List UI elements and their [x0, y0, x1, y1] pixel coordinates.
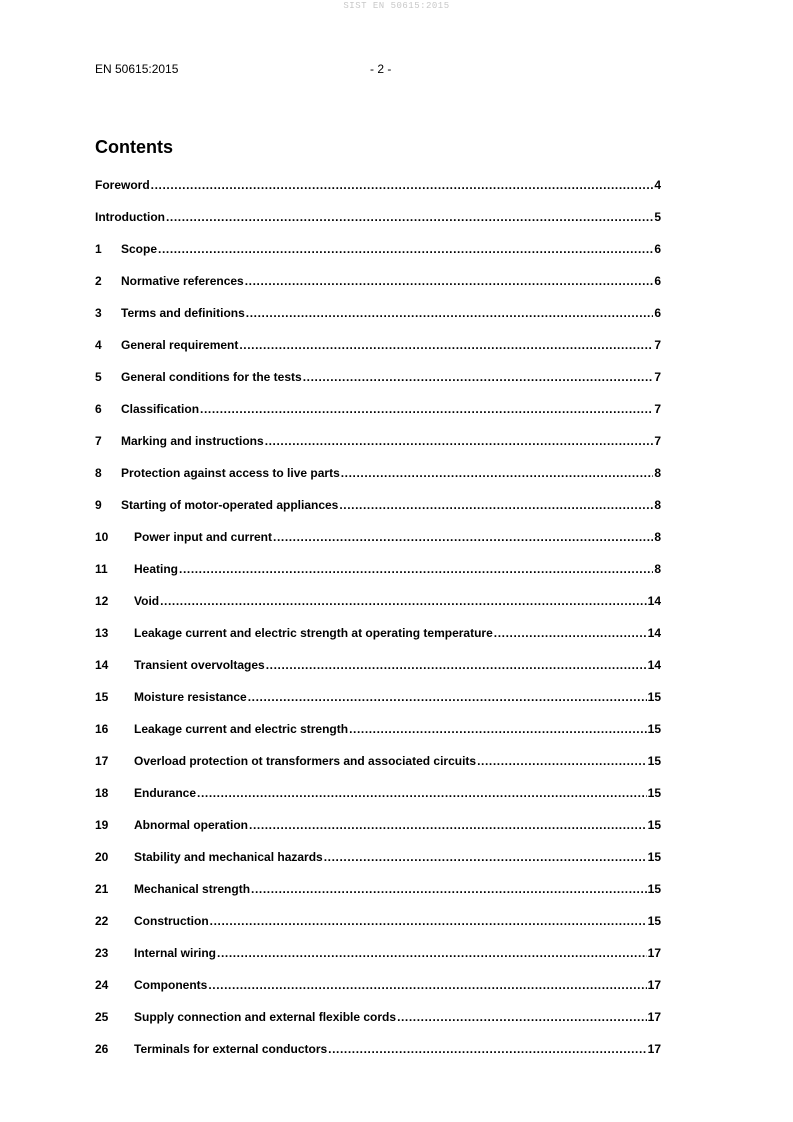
toc-entry[interactable]	[95, 562, 661, 594]
toc-entry[interactable]	[95, 946, 661, 978]
toc-entry-label: Protection against access to live parts	[121, 466, 340, 480]
toc-entry[interactable]	[95, 178, 661, 210]
toc-leader-dots	[197, 786, 647, 800]
toc-leader-dots	[248, 690, 647, 704]
toc-leader-dots	[266, 658, 647, 672]
toc-leader-dots	[273, 530, 653, 544]
toc-entry-page: 14	[647, 626, 661, 640]
toc-entry[interactable]	[95, 850, 661, 882]
toc-leader-dots	[397, 1010, 647, 1024]
toc-entry-page: 4	[654, 178, 661, 192]
toc-leader-dots	[341, 466, 654, 480]
toc-entry[interactable]	[95, 242, 661, 274]
toc-entry-label: Transient overvoltages	[134, 658, 265, 672]
toc-entry-page: 8	[654, 498, 661, 512]
toc-leader-dots	[239, 338, 653, 352]
toc-leader-dots	[179, 562, 653, 576]
toc-entry-page: 15	[647, 754, 661, 768]
page-title: Contents	[95, 137, 173, 157]
toc-entry-page: 8	[654, 466, 661, 480]
toc-entry-label: Overload protection ot transformers and associated circuits	[134, 754, 477, 768]
toc-leader-dots	[303, 370, 654, 384]
toc-leader-dots	[339, 498, 653, 512]
toc-entry-number: 9	[95, 498, 102, 512]
toc-entry[interactable]	[95, 498, 661, 530]
toc-leader-dots	[158, 242, 653, 256]
toc-entry-label: Components	[134, 978, 208, 992]
toc-entry-number: 2	[95, 274, 102, 288]
header-doc-id: EN 50615:2015	[95, 62, 179, 76]
toc-entry-label: Void	[134, 594, 160, 608]
toc-entry-page: 15	[647, 914, 661, 928]
toc-entry-number: 8	[95, 466, 102, 480]
toc-entry-label: Starting of motor-operated appliances	[121, 498, 339, 512]
toc-entry-label: Leakage current and electric strength at operating temperature	[134, 626, 493, 640]
toc-entry-number: 24	[95, 978, 109, 992]
toc-entry-number: 14	[95, 658, 109, 672]
toc-entry-label: Abnormal operation	[134, 818, 249, 832]
toc-entry[interactable]	[95, 754, 661, 786]
toc-entry[interactable]	[95, 818, 661, 850]
toc-entry-label: Foreword	[95, 178, 150, 192]
toc-entry-page: 6	[654, 242, 661, 256]
toc-entry[interactable]	[95, 1010, 661, 1042]
toc-entry-number: 17	[95, 754, 109, 768]
toc-entry-page: 15	[647, 850, 661, 864]
toc-entry-number: 26	[95, 1042, 109, 1056]
toc-entry-page: 17	[647, 978, 661, 992]
toc-entry-page: 8	[654, 530, 661, 544]
toc-entry-label: Moisture resistance	[134, 690, 247, 704]
toc-entry-number: 23	[95, 946, 109, 960]
table-of-contents	[95, 178, 661, 1074]
toc-leader-dots	[246, 306, 654, 320]
toc-entry-number: 13	[95, 626, 109, 640]
toc-entry-label: Endurance	[134, 786, 197, 800]
toc-entry-page: 15	[647, 882, 661, 896]
toc-leader-dots	[166, 210, 653, 224]
toc-entry-page: 17	[647, 1010, 661, 1024]
toc-entry-label: General conditions for the tests	[121, 370, 302, 384]
toc-entry-label: Classification	[121, 402, 200, 416]
toc-entry-number: 19	[95, 818, 109, 832]
toc-entry-page: 17	[647, 1042, 661, 1056]
toc-leader-dots	[245, 274, 654, 288]
watermark: SIST EN 50615:2015	[343, 1, 450, 11]
toc-entry-page: 15	[647, 722, 661, 736]
toc-entry-label: Stability and mechanical hazards	[134, 850, 323, 864]
toc-entry[interactable]	[95, 626, 661, 658]
toc-leader-dots	[265, 434, 654, 448]
toc-entry-number: 21	[95, 882, 109, 896]
toc-leader-dots	[328, 1042, 646, 1056]
toc-entry-number: 18	[95, 786, 109, 800]
toc-entry-number: 15	[95, 690, 109, 704]
toc-leader-dots	[151, 178, 654, 192]
toc-entry[interactable]	[95, 658, 661, 690]
toc-entry-page: 5	[654, 210, 661, 224]
toc-entry-label: Power input and current	[134, 530, 273, 544]
toc-entry[interactable]	[95, 306, 661, 338]
toc-entry[interactable]	[95, 594, 661, 626]
toc-entry-label: Terms and definitions	[121, 306, 245, 320]
toc-entry-number: 7	[95, 434, 102, 448]
toc-entry-page: 7	[654, 402, 661, 416]
toc-entry-number: 22	[95, 914, 109, 928]
toc-entry-page: 14	[647, 594, 661, 608]
toc-leader-dots	[324, 850, 647, 864]
toc-entry[interactable]	[95, 882, 661, 914]
toc-entry-number: 3	[95, 306, 102, 320]
toc-entry-label: Normative references	[121, 274, 244, 288]
toc-leader-dots	[160, 594, 647, 608]
toc-entry-page: 15	[647, 818, 661, 832]
toc-entry-page: 17	[647, 946, 661, 960]
toc-entry-label: Internal wiring	[134, 946, 217, 960]
toc-leader-dots	[494, 626, 647, 640]
toc-entry-label: Construction	[134, 914, 209, 928]
toc-leader-dots	[210, 914, 647, 928]
toc-entry-number: 6	[95, 402, 102, 416]
toc-entry[interactable]	[95, 786, 661, 818]
toc-entry-page: 14	[647, 658, 661, 672]
toc-entry-number: 20	[95, 850, 109, 864]
toc-entry-label: Supply connection and external flexible cords	[134, 1010, 397, 1024]
toc-entry-label: Mechanical strength	[134, 882, 251, 896]
toc-entry-page: 15	[647, 786, 661, 800]
toc-entry-number: 25	[95, 1010, 109, 1024]
toc-entry-number: 5	[95, 370, 102, 384]
toc-entry[interactable]	[95, 210, 661, 242]
toc-entry-label: Introduction	[95, 210, 165, 224]
toc-entry[interactable]	[95, 1042, 661, 1074]
toc-leader-dots	[477, 754, 647, 768]
toc-entry-number: 10	[95, 530, 109, 544]
toc-entry-page: 6	[654, 306, 661, 320]
toc-entry-number: 16	[95, 722, 109, 736]
toc-entry[interactable]	[95, 338, 661, 370]
toc-leader-dots	[249, 818, 647, 832]
toc-leader-dots	[349, 722, 647, 736]
toc-leader-dots	[200, 402, 653, 416]
toc-entry-number: 12	[95, 594, 109, 608]
toc-entry[interactable]	[95, 434, 661, 466]
toc-entry[interactable]	[95, 274, 661, 306]
toc-entry-page: 7	[654, 338, 661, 352]
toc-entry-label: Scope	[121, 242, 158, 256]
toc-entry-number: 11	[95, 562, 108, 576]
toc-entry[interactable]	[95, 370, 661, 402]
toc-leader-dots	[251, 882, 647, 896]
toc-entry-label: Marking and instructions	[121, 434, 264, 448]
header-page-number: - 2 -	[370, 62, 392, 76]
toc-entry[interactable]	[95, 466, 661, 498]
toc-entry[interactable]	[95, 722, 661, 754]
toc-entry[interactable]	[95, 978, 661, 1010]
toc-entry-page: 7	[654, 434, 661, 448]
toc-leader-dots	[208, 978, 646, 992]
toc-entry[interactable]	[95, 914, 661, 946]
toc-entry-number: 1	[95, 242, 102, 256]
toc-entry[interactable]	[95, 530, 661, 562]
toc-entry-page: 7	[654, 370, 661, 384]
toc-entry-label: Leakage current and electric strength	[134, 722, 349, 736]
toc-entry-label: Heating	[134, 562, 179, 576]
toc-entry-label: General requirement	[121, 338, 239, 352]
toc-entry-page: 15	[647, 690, 661, 704]
toc-entry-page: 6	[654, 274, 661, 288]
toc-entry-label: Terminals for external conductors	[134, 1042, 328, 1056]
toc-leader-dots	[217, 946, 647, 960]
toc-entry-page: 8	[654, 562, 661, 576]
toc-entry-number: 4	[95, 338, 102, 352]
toc-entry[interactable]	[95, 402, 661, 434]
toc-entry[interactable]	[95, 690, 661, 722]
